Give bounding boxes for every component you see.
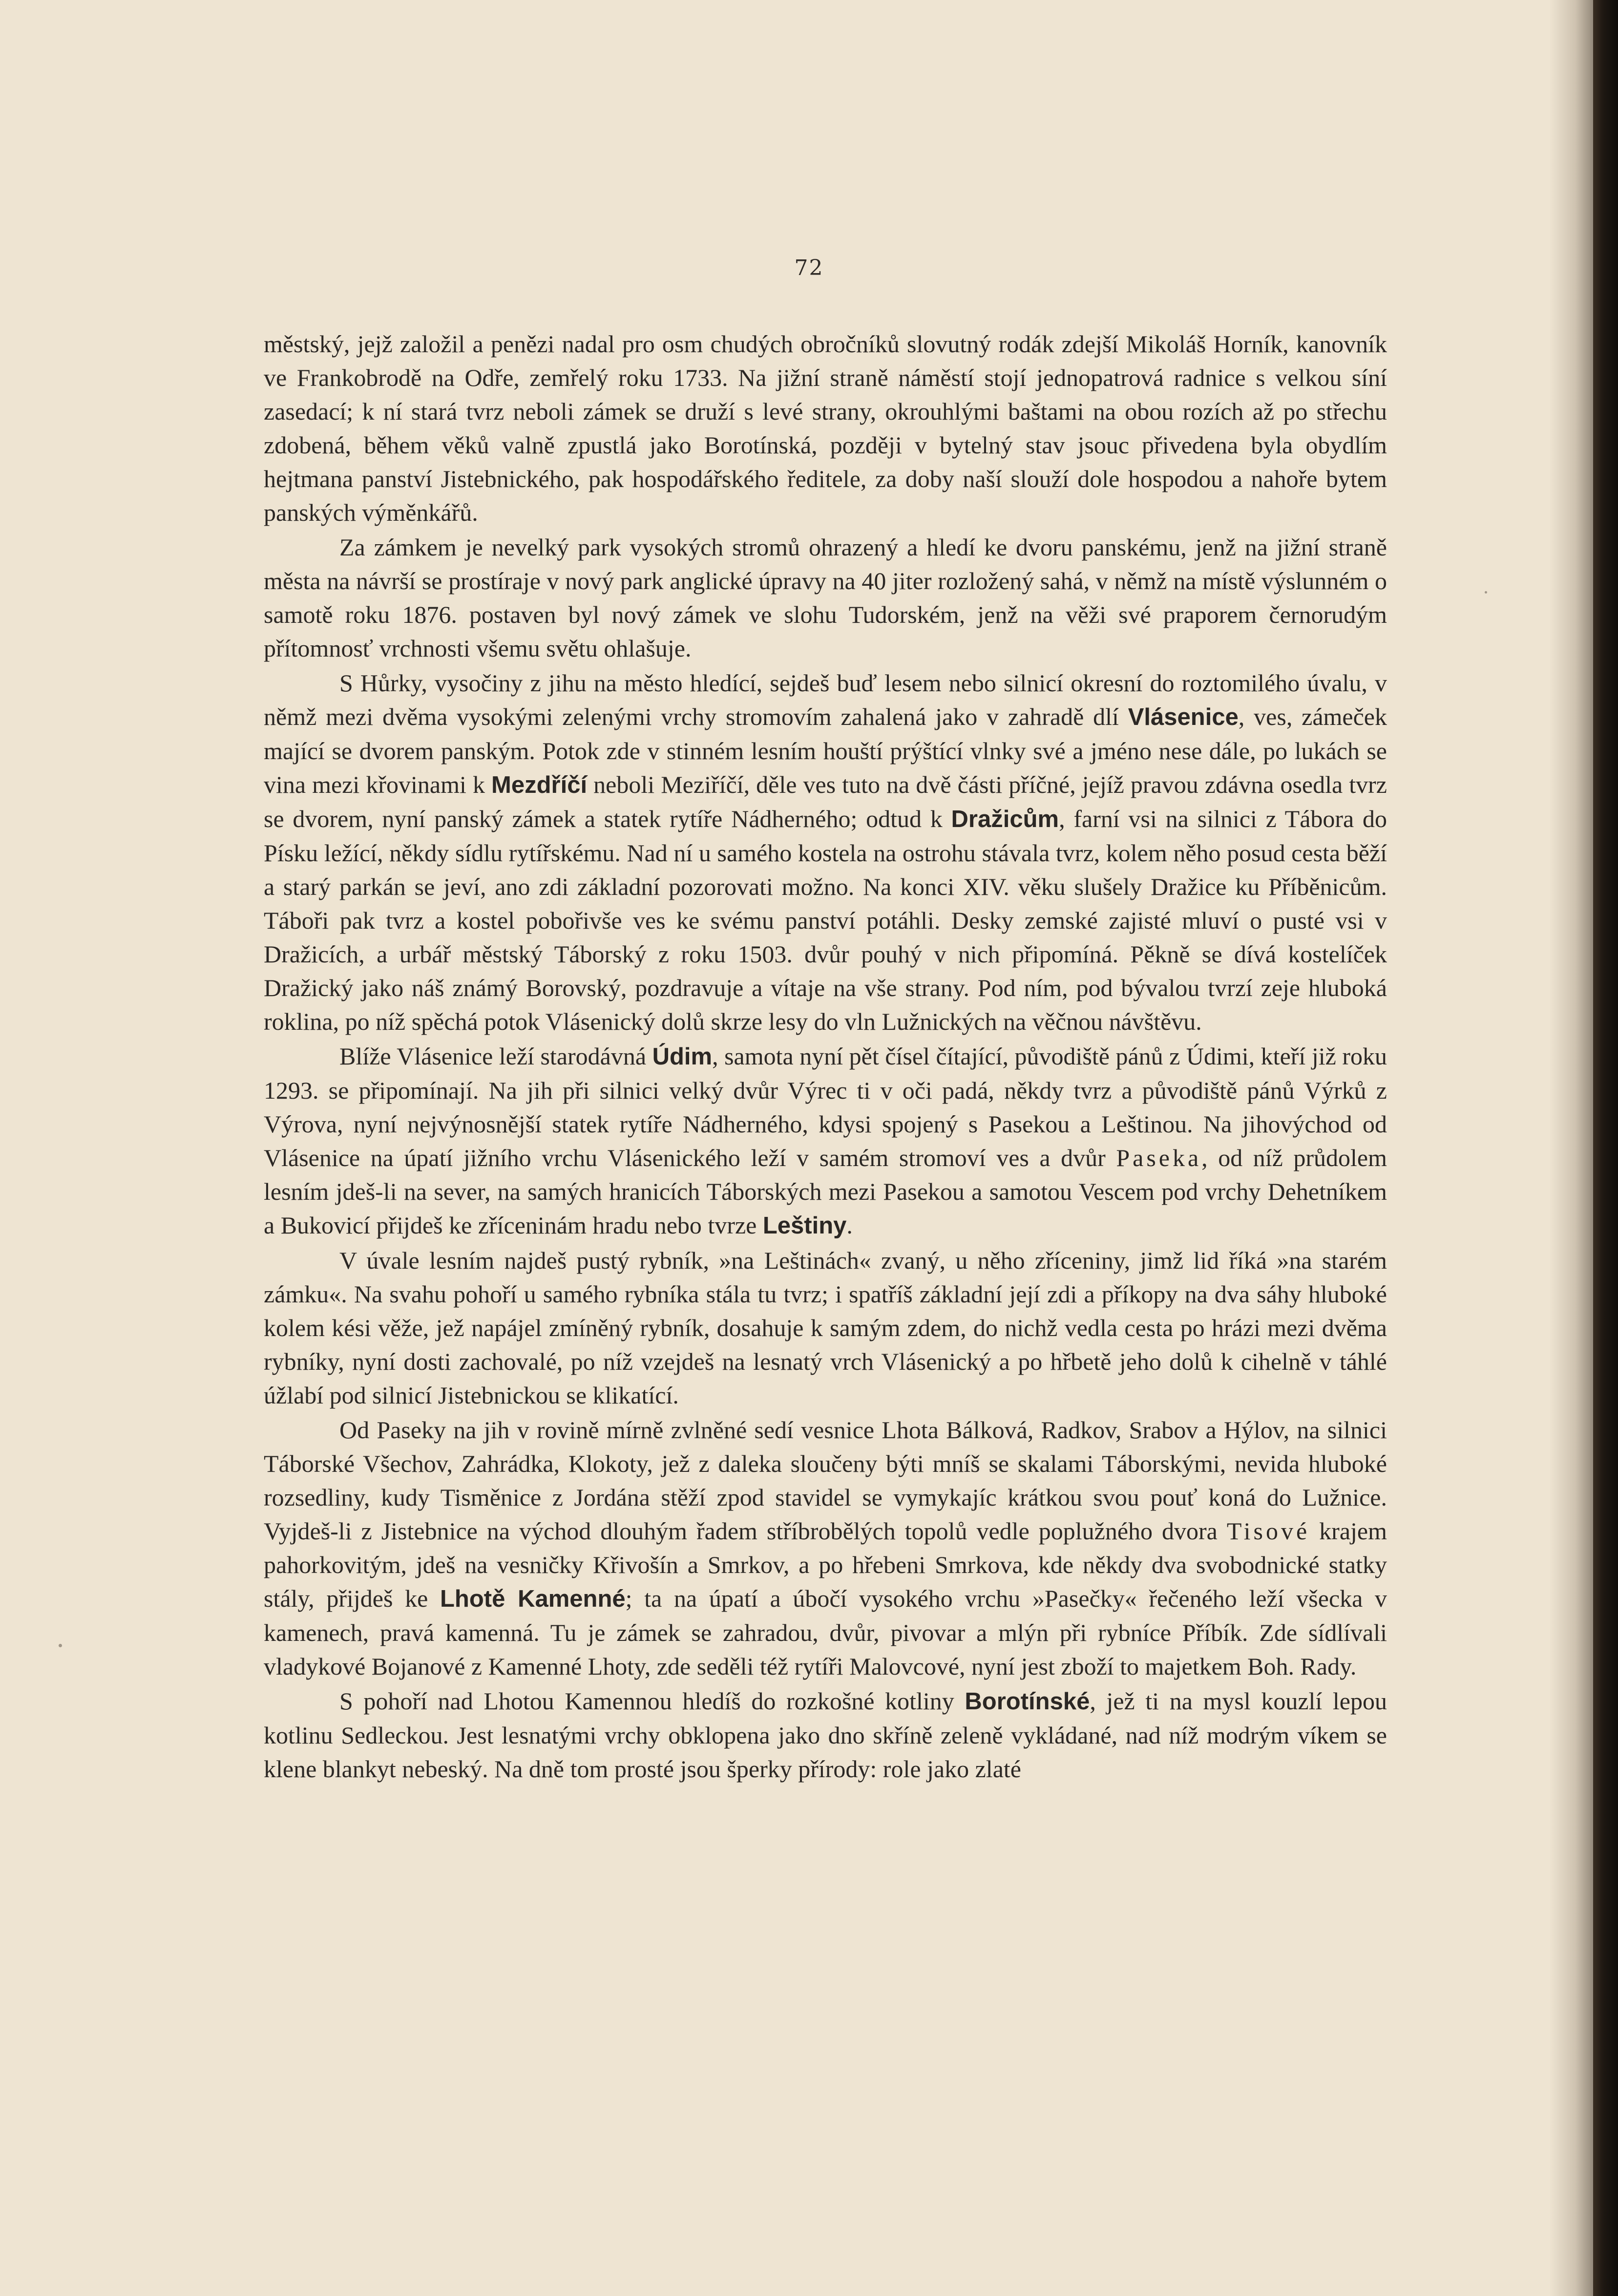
paragraph-text: V úvale lesním najdeš pustý rybník, »na Leštinách« zvaný, u něho zříceniny, jimž lid říká »na starém zámku«. Na svahu pohoří u samého rybníka stála tu tvrz; i spatříš základní její zdi a příkopy na dva sáhy hluboké kolem kési věže, jež napájel zmíněný rybník, dosahuje k samým zdem, do nichž vedla cesta po hrázi mezi dvěma rybníky, nyní dosti zachovalé, po níž vzejdeš na lesnatý vrch Vlásenický a po hřbetě jeho dolů k cihelně v táhlé úžlabí pod silnicí Jistebnickou se klikatící. xyxy=(264,1247,1387,1409)
paragraph-text: , od níž průdolem lesním jdeš-li na sever, na samých hranicích Táborských mezi Pasekou a samotou Vescem pod vrchy Dehetníkem a Bukovicí přijdeš ke zříceninám hradu nebo tvrze xyxy=(264,1144,1387,1239)
page-number: 72 xyxy=(794,255,824,280)
paragraph-text: . xyxy=(846,1212,853,1239)
paragraph-6 xyxy=(264,1413,1387,1683)
paragraph-text: neboli Meziříčí, děle ves tuto na dvě části příčné, jejíž pravou zdávna osedla tvrz se dvorem, nyní panský zámek a statek rytíře Nádherného; odtud k xyxy=(264,771,1387,832)
paragraph-5 xyxy=(264,1244,1387,1412)
paragraph-text: krajem pahorkovitým, jdeš na vesničky Křivošín a Smrkov, a po hřebeni Smrkova, kde někdy dva svobodnické statky stály, přijdeš ke xyxy=(264,1517,1387,1612)
paper-speck xyxy=(59,1644,62,1647)
place-name-borotinske: Borotínské xyxy=(965,1688,1090,1715)
place-name-mezdrici: Mezdříčí xyxy=(491,772,588,798)
paper-speck xyxy=(1485,591,1487,594)
paragraph-7 xyxy=(264,1684,1387,1786)
paragraph-3 xyxy=(264,666,1387,1039)
paragraph-text: , ves, zámeček mající se dvorem panským. Potok zde v stinném lesním houští prýštící vlnky své a jméno nese dále, po lukách se vina mezi křovinami k xyxy=(264,703,1387,798)
paragraph-2 xyxy=(264,531,1387,665)
body-text xyxy=(264,327,1387,1787)
paragraph-text: , samota nyní pět čísel čítající, původiště pánů z Údimi, kteří již roku 1293. se připomínají. Na jih při silnici velký dvůr Výrec ti v oči padá, někdy tvrz a původiště pánů Výrků z Výrova, nyní nejvýnosnější statek rytíře Nádherného, kdysi spojený s Pasekou a Leštinou. Na jihovýchod od Vlásenice na úpatí jižního vrchu Vlásenického leží v samém stromoví ves a dvůr xyxy=(264,1042,1387,1171)
paragraph-text: Od Paseky na jih v rovině mírně zvlněné sedí vesnice Lhota Bálková, Radkov, Srabov a Hýlov, na silnici Táborské Všechov, Zahrádka, Klokoty, jež z daleka sloučeny býti mníš se skalami Táborskými, nevida hluboké rozsedliny, kudy Tisměnice z Jordána stěží zpod stavidel se vymykajíc krátkou svou pouť koná do Lužnice. Vyjdeš-li z Jistebnice na východ dlouhým řadem stříbrobělých topolů vedle poplužného dvora xyxy=(264,1416,1387,1545)
place-name-udim: Údim xyxy=(652,1043,713,1070)
paragraph-text: ; ta na úpatí a úbočí vysokého vrchu »Pasečky« řečeného leží všecka v kamenech, pravá kamenná. Tu je zámek se zahradou, dvůr, pivovar a mlýn při rybníce Příbík. Zde sídlívali vladykové Bojanové z Kamenné Lhoty, zde seděli též rytíři Malovcové, nyní jest zboží to majetkem Boh. Rady. xyxy=(264,1585,1387,1680)
book-edge xyxy=(1593,0,1618,2296)
place-name-lestiny: Leštiny xyxy=(762,1212,847,1239)
place-name-drazice: Dražicům xyxy=(951,806,1059,832)
paragraph-text: Za zámkem je nevelký park vysokých stromů ohrazený a hledí ke dvoru panskému, jenž na jižní straně města na návrší se prostíraje v nový park anglické úpravy na 40 jiter rozložený sahá, v němž na místě výslunném o samotě roku 1876. postaven byl nový zámek ve slohu Tudorském, jenž na věži své praporem černorudým přítomnosť vrchnosti všemu světu ohlašuje. xyxy=(264,533,1387,662)
paragraph-text: S Hůrky, vysočiny z jihu na město hledící, sejdeš buď lesem nebo silnicí okresní do roztomilého úvalu, v němž mezi dvěma vysokými zelenými vrchy stromovím zahalená jako v zahradě dlí xyxy=(264,669,1387,730)
paragraph-text: , farní vsi na silnici z Tábora do Písku ležící, někdy sídlu rytířskému. Nad ní u samého kostela na ostrohu stávala tvrz, kolem něho posud cesta běží a starý parkán se jeví, ano zdi základní pozorovati možno. Na konci XIV. věku slušely Dražice ku Příběnicům. Táboři pak tvrz a kostel pobořivše ves ke svému panství potáhli. Desky zemské zajisté mluví o pusté vsi v Dražicích, a urbář městský Táborský z roku 1503. dvůr pouhý v nich připomíná. Pěkně se dívá kostelíček Dražický jako náš známý Borovský, pozdravuje a vítaje na vše strany. Pod ním, pod bývalou tvrzí zeje hluboká roklina, po níž spěchá potok Vlásenický dolů skrze lesy do vln Lužnických na věčnou návštěvu. xyxy=(264,805,1387,1035)
paragraph-text: S pohoří nad Lhotou Kamennou hledíš do rozkošné kotliny xyxy=(339,1687,965,1715)
paragraph-text: Blíže Vlásenice leží starodávná xyxy=(339,1042,652,1070)
page-edge-shadow xyxy=(1549,0,1593,2296)
place-name-tisove: Tisové xyxy=(1226,1517,1310,1545)
place-name-vlasenice: Vlásenice xyxy=(1128,704,1239,730)
place-name-lhota-kamenna: Lhotě Kamenné xyxy=(440,1586,626,1612)
place-name-paseka: Paseka xyxy=(1116,1144,1202,1171)
paragraph-text: městský, jejž založil a penězi nadal pro osm chudých obročníků slovutný rodák zdejší Mikoláš Horník, kanovník ve Frankobrodě na Odře, zemřelý roku 1733. Na jižní straně náměstí stojí jednopatrová radnice s velkou síní zasedací; k ní stará tvrz neboli zámek se druží s levé strany, okrouhlými baštami na obou rozích až po střechu zdobená, během věků valně zpustlá jako Borotínská, později v bytelný stav jsouc přivedena byla obydlím hejtmana panství Jistebnického, pak hospodářského ředitele, za doby naší slouží dole hospodou a nahoře bytem panských výměnkářů. xyxy=(264,330,1387,526)
paragraph-4 xyxy=(264,1040,1387,1243)
paragraph-text: , jež ti na mysl kouzlí lepou kotlinu Sedleckou. Jest lesnatými vrchy obklopena jako dno skříně zeleně vykládané, nad níž modrým víkem se klene blankyt nebeský. Na dně tom prosté jsou šperky přírody: role jako zlaté xyxy=(264,1687,1387,1783)
paragraph-1 xyxy=(264,327,1387,530)
